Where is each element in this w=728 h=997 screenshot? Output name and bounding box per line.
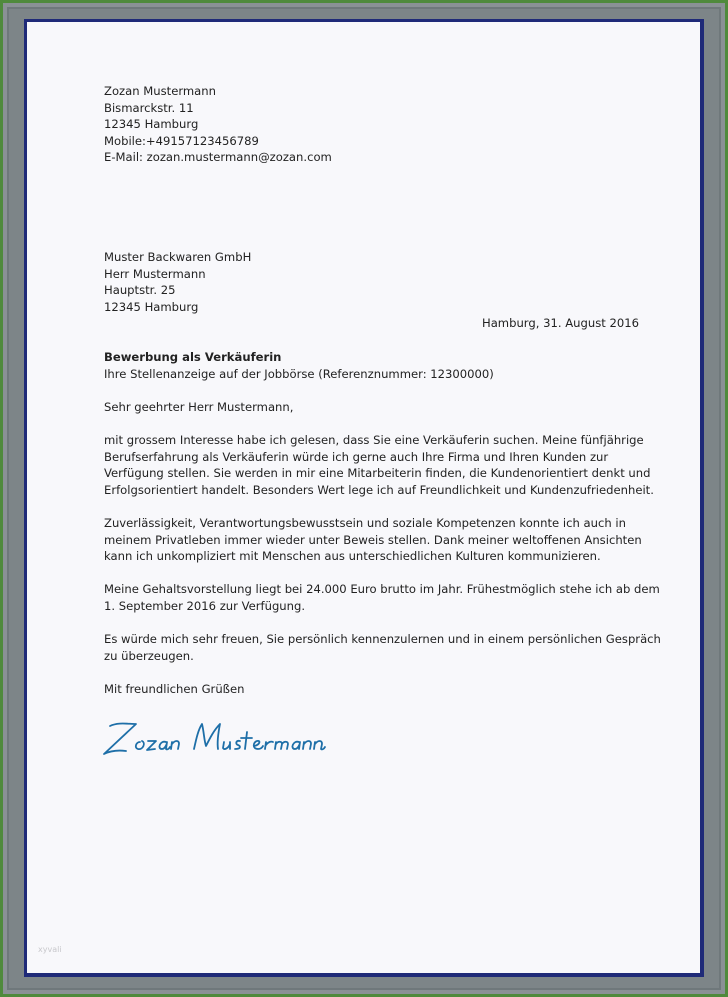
- paragraph-2: [104, 515, 642, 565]
- paragraph-line: mit grossem Interesse habe ich gelesen, dass Sie eine Verkäuferin suchen. Meine fünfjährige: [104, 433, 644, 447]
- recipient-city: 12345 Hamburg: [104, 299, 199, 314]
- paragraph-1: [104, 432, 654, 498]
- paragraph-line: Es würde mich sehr freuen, Sie persönlich kennenzulernen und in einem persönlichen Gespräch: [104, 632, 661, 646]
- paragraph-line: 1. September 2016 zur Verfügung.: [104, 598, 306, 613]
- subject-title: Bewerbung als Verkäuferin: [104, 350, 282, 364]
- salutation-text: Sehr geehrter Herr Mustermann,: [104, 400, 294, 414]
- paragraph-line: Verfügung stellen. Sie werden in mir eine Mitarbeiterin finden, die Kundenorientiert denkt und: [104, 466, 651, 481]
- closing: [104, 681, 244, 698]
- paragraph-line: Zuverlässigkeit, Verantwortungsbewusstsein und soziale Kompetenzen konnte ich auch in: [104, 516, 626, 530]
- sender-street: Bismarckstr. 11: [104, 100, 194, 115]
- paragraph-line: Erfolgsorientiert handelt. Besonders Wert lege ich auf Freundlichkeit und Kundenzufriedenheit.: [104, 482, 654, 497]
- sender-name: Zozan Mustermann: [104, 84, 216, 98]
- handwritten-signature: [96, 718, 326, 760]
- subject-block: [104, 349, 494, 382]
- subject-reference: Ihre Stellenanzeige auf der Jobbörse (Referenznummer: 12300000): [104, 366, 494, 381]
- recipient-address: [104, 249, 251, 315]
- closing-text: Mit freundlichen Grüßen: [104, 682, 245, 696]
- recipient-street: Hauptstr. 25: [104, 283, 176, 298]
- date-line: Hamburg, 31. August 2016: [481, 316, 639, 330]
- paragraph-3: [104, 581, 660, 614]
- recipient-company: Muster Backwaren GmbH: [104, 250, 252, 264]
- paragraph-line: Berufserfahrung als Verkäuferin würde ich gerne auch Ihre Firma und Ihren Kunden zur: [104, 449, 609, 464]
- salutation: [104, 399, 293, 416]
- paragraph-line: meinem Privatleben immer wieder unter Beweis stellen. Dank meiner weltoffenen Ansichten: [104, 532, 642, 547]
- sender-email: E-Mail: zozan.mustermann@zozan.com: [104, 150, 332, 165]
- sender-city: 12345 Hamburg: [104, 117, 199, 132]
- sender-mobile: Mobile:+49157123456789: [104, 133, 259, 148]
- paragraph-4: [104, 631, 661, 664]
- paragraph-line: zu überzeugen.: [104, 648, 194, 663]
- watermark: xyvali: [38, 945, 62, 954]
- paragraph-line: Meine Gehaltsvorstellung liegt bei 24.000 Euro brutto im Jahr. Frühestmöglich stehe ich ab dem: [104, 582, 660, 596]
- recipient-person: Herr Mustermann: [104, 266, 206, 281]
- sender-address: [104, 83, 332, 166]
- paragraph-line: kann ich unkompliziert mit Menschen aus unterschiedlichen Kulturen kommunizieren.: [104, 549, 601, 564]
